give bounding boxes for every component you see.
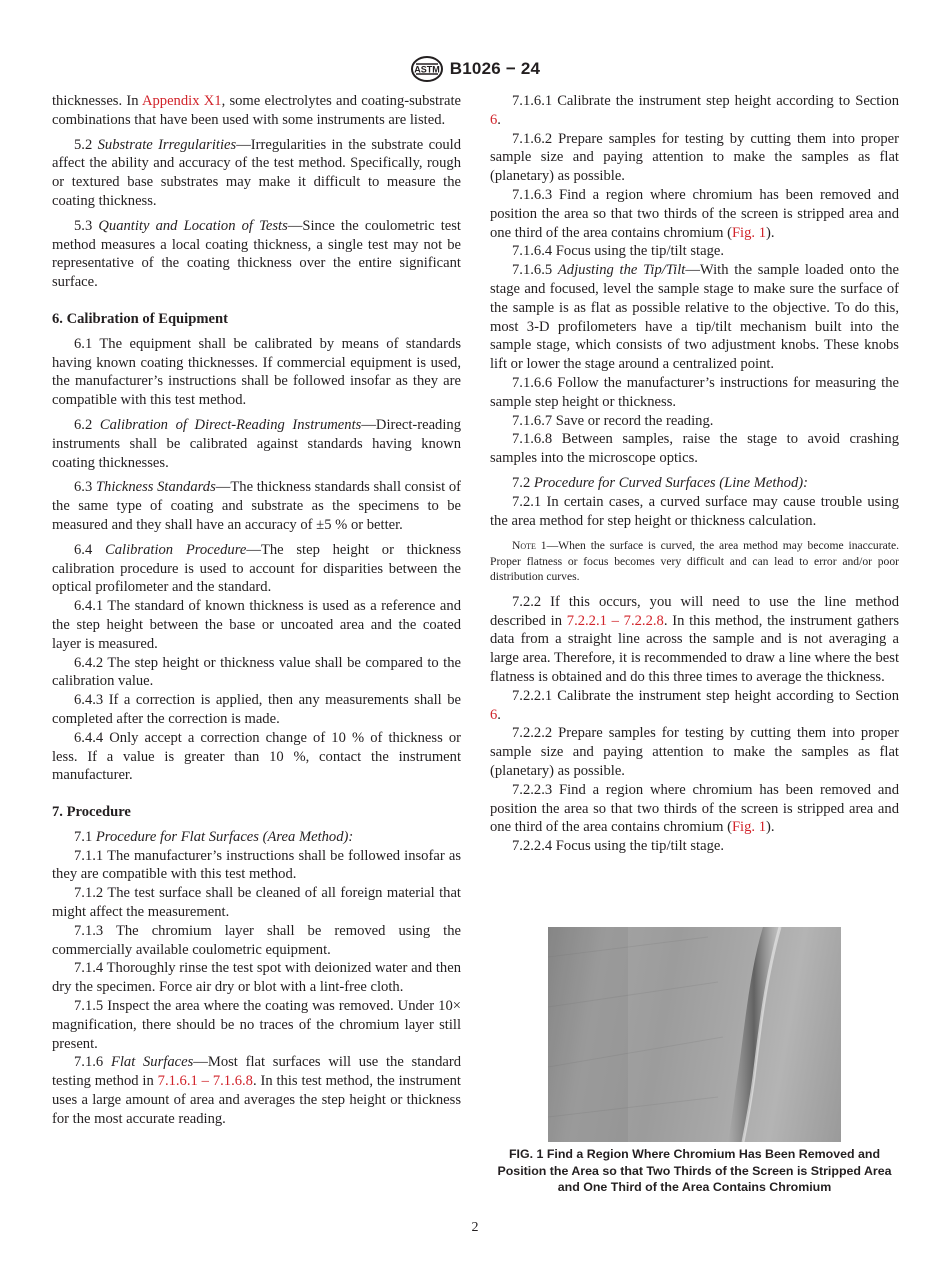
figure-1-caption: FIG. 1 Find a Region Where Chromium Has Been Removed and Position the Area so that Two Thirds of the Screen is Stripped Area and One Third of the Area Contains Chromium: [497, 1147, 892, 1194]
section-7-1-6-2: 7.1.6.2 Prepare samples for testing by cutting them into proper sample size and paying attention to make the samples as flat (planetary) as possible.: [490, 130, 899, 185]
fig-1-link-2[interactable]: Fig. 1: [731, 819, 766, 836]
section-6-link[interactable]: 6: [490, 111, 498, 128]
document-id: B1026 − 24: [449, 59, 541, 78]
fig-1-link[interactable]: Fig. 1: [731, 224, 766, 241]
section-5-3: 5.3 Quantity and Location of Tests—Since the coulometric test method measures a local coating thickness, a single test may not be representative of the coating thickness over the entire significant surface.: [52, 217, 461, 291]
section-7-1-6-8: 7.1.6.8 Between samples, raise the stage to avoid crashing samples into the microscope optics.: [490, 431, 899, 467]
astm-logo-icon: [410, 55, 444, 83]
heading-section-6: 6. Calibration of Equipment: [52, 310, 228, 327]
page-number: 2: [471, 1220, 479, 1235]
left-column: [52, 92, 461, 1129]
section-6-4-1: 6.4.1 The standard of known thickness is used as a reference and the step height between the base or uncoated area and the coated layer is measured.: [52, 598, 461, 652]
section-7-1-6-7: 7.1.6.7 Save or record the reading.: [512, 412, 714, 429]
paragraph-appendix-ref: thicknesses. In Appendix X1, some electrolytes and coating-substrate combinations that have been used with some instruments are listed.: [52, 93, 461, 128]
section-7-1-6-5: 7.1.6.5 Adjusting the Tip/Tilt—With the sample loaded onto the stage and focused, level the sample stage to make sure the surface of the sample is as flat as possible relative to the objective. To do this, most 3-D profilometers have a tip/tilt mechanism built into the sample stage, which consists of two adjustment knobs. These knobs lift or lower the stage around a centralized point.: [490, 262, 900, 373]
note-1: Note 1—When the surface is curved, the area method may become inaccurate. Proper flatness or focus becomes very difficult and can lead to error and/or poor distribution curves.: [490, 539, 899, 584]
section-7-2-1: 7.2.1 In certain cases, a curved surface may cause trouble using the area method for step height or thickness calculation.: [490, 493, 899, 529]
section-7-2-2-1: 7.2.2.1 Calibrate the instrument step height according to Section 6.: [490, 687, 899, 723]
section-7-2: 7.2 Procedure for Curved Surfaces (Line Method):: [512, 474, 809, 491]
section-6-3: 6.3 Thickness Standards—The thickness standards shall consist of the same type of coating and substrate as the specimens to be measured and they shall have an accuracy of ±5 % or better.: [52, 479, 462, 533]
section-7-1-6-3: 7.1.6.3 Find a region where chromium has been removed and position the area so that two thirds of the screen is stripped area and one third of the area contains chromium (Fig. 1).: [490, 186, 899, 241]
svg-text:ASTM: ASTM: [414, 64, 440, 75]
section-7-1-3: 7.1.3 The chromium layer shall be removed using the commercially available coulometric equipment.: [52, 922, 461, 958]
section-7-1-5: 7.1.5 Inspect the area where the coating was removed. Under 10× magnification, there should be no traces of the chromium layer still present.: [52, 998, 461, 1052]
section-6-link-2[interactable]: 6: [490, 706, 498, 723]
section-6-4-4: 6.4.4 Only accept a correction change of 10 % of thickness or less. If a value is greater than 10 %, contact the instrument manufacturer.: [52, 729, 461, 784]
micrograph-image: [548, 927, 841, 1142]
figure-1-micrograph: [548, 927, 841, 1142]
section-7-2-2-4: 7.2.2.4 Focus using the tip/tilt stage.: [512, 838, 725, 855]
section-7-1-4: 7.1.4 Thoroughly rinse the test spot with deionized water and then dry the specimen. Force air dry or blot with a lint-free cloth.: [52, 960, 461, 996]
appendix-x1-link[interactable]: Appendix X1: [141, 93, 222, 109]
right-column: [490, 92, 899, 856]
section-7-2-2-2: 7.2.2.2 Prepare samples for testing by cutting them into proper sample size and paying attention to make the samples as flat (planetary) as possible.: [490, 725, 899, 779]
section-7-1-6-6: 7.1.6.6 Follow the manufacturer’s instructions for measuring the sample step height or thickness.: [490, 374, 899, 410]
section-6-4-2: 6.4.2 The step height or thickness value shall be compared to the calibration value.: [52, 654, 461, 690]
section-7-1-6-1: 7.1.6.1 Calibrate the instrument step height according to Section 6.: [490, 93, 899, 128]
section-6-4: 6.4 Calibration Procedure—The step height or thickness calibration procedure is used to account for disparities between the optical profilometer and the standard.: [52, 541, 461, 596]
section-7-2-2: 7.2.2 If this occurs, you will need to use the line method described in 7.2.2.1 – 7.2.2.8. In this method, the instrument gathers data from a straight line across the sample and is not averaging a large area. Therefore, it is recommended to draw a line where the best flatness is obtained and do this three times to average the thickness.: [490, 593, 899, 686]
section-7-1-1: 7.1.1 The manufacturer’s instructions shall be followed insofar as they are compatible with this test method.: [52, 847, 461, 883]
section-7-1: 7.1 Procedure for Flat Surfaces (Area Method):: [74, 828, 354, 845]
page-header: [0, 54, 950, 84]
section-7-2-2-range-link[interactable]: 7.2.2.1 – 7.2.2.8: [566, 612, 664, 629]
section-7-1-6-4: 7.1.6.4 Focus using the tip/tilt stage.: [512, 243, 725, 260]
section-7-2-2-3: 7.2.2.3 Find a region where chromium has been removed and position the area so that two thirds of the screen is stripped area and one third of the area contains chromium (Fig. 1).: [490, 781, 899, 836]
section-6-2: 6.2 Calibration of Direct-Reading Instruments—Direct-reading instruments shall be calibrated against standards having known coating thicknesses.: [52, 416, 462, 471]
section-6-4-3: 6.4.3 If a correction is applied, then any measurements shall be completed after the correction is made.: [52, 692, 461, 727]
section-5-2: 5.2 Substrate Irregularities—Irregularities in the substrate could affect the ability and accuracy of the test method. Specifically, rough or textured base substrates may make it difficult to measure the coating thickness.: [52, 136, 462, 209]
heading-section-7: 7. Procedure: [52, 804, 131, 821]
section-7-1-6-range-link[interactable]: 7.1.6.1 – 7.1.6.8: [157, 1073, 253, 1090]
section-6-1: 6.1 The equipment shall be calibrated by means of standards having known coating thicknesses. If commercial equipment is used, the manufacturer’s instructions shall be followed insofar as they are compatible with this test method.: [52, 335, 461, 409]
section-7-1-2: 7.1.2 The test surface shall be cleaned of all foreign material that might affect the measurement.: [52, 885, 461, 921]
section-7-1-6: 7.1.6 Flat Surfaces—Most flat surfaces will use the standard testing method in 7.1.6.1 – 7.1.6.8. In this test method, the instrument uses a large amount of area and averages the step height or thickness for the most accurate reading.: [52, 1054, 461, 1127]
